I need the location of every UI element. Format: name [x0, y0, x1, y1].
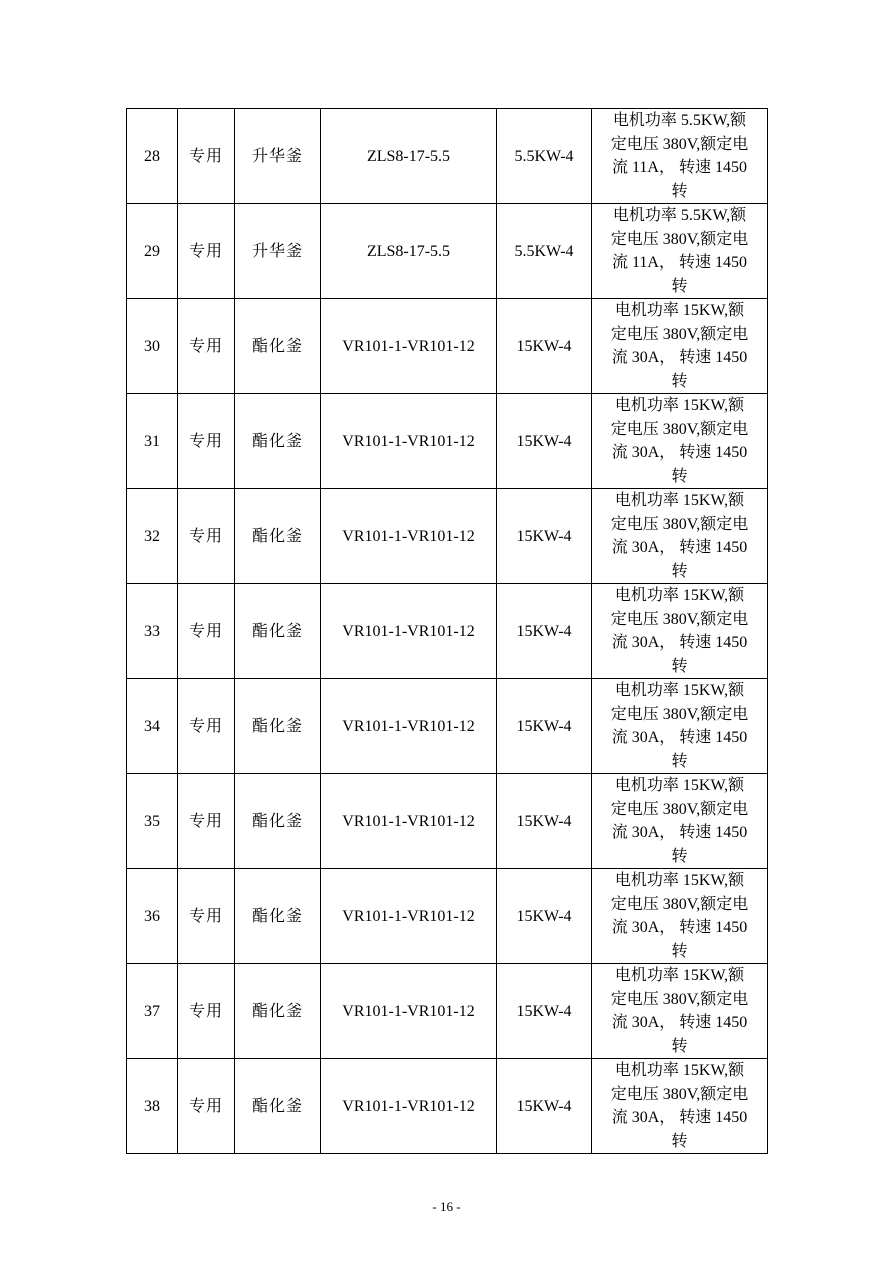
cell-model: VR101-1-VR101-12 — [321, 299, 497, 394]
param-line: 流 30A， 转速 1450 — [611, 824, 748, 841]
cell-category: 专用 — [178, 584, 235, 679]
param-line: 转 — [671, 752, 688, 770]
param-line: 电机功率 5.5KW,额 — [612, 207, 747, 224]
param-line: 定电压 380V,额定电 — [610, 325, 749, 343]
cell-params — [592, 584, 768, 679]
cell-model: VR101-1-VR101-12 — [321, 584, 497, 679]
param-line: 定电压 380V,额定电 — [610, 230, 749, 248]
param-line: 流 30A， 转速 1450 — [611, 349, 748, 366]
table-row — [127, 584, 768, 679]
table-row — [127, 1059, 768, 1154]
cell-category: 专用 — [178, 109, 235, 204]
cell-motor: 15KW-4 — [497, 679, 592, 774]
cell-params — [592, 109, 768, 204]
param-line: 流 30A， 转速 1450 — [611, 919, 748, 936]
cell-name: 酯化釜 — [235, 964, 321, 1059]
cell-category: 专用 — [178, 489, 235, 584]
cell-model: ZLS8-17-5.5 — [321, 204, 497, 299]
cell-no: 37 — [127, 964, 178, 1059]
param-line: 定电压 380V,额定电 — [610, 135, 749, 153]
cell-motor: 15KW-4 — [497, 869, 592, 964]
param-line: 定电压 380V,额定电 — [610, 1085, 749, 1103]
cell-params — [592, 679, 768, 774]
param-line: 转 — [671, 657, 688, 675]
cell-name: 升华釜 — [235, 109, 321, 204]
cell-category: 专用 — [178, 204, 235, 299]
cell-motor: 15KW-4 — [497, 584, 592, 679]
param-line: 流 11A， 转速 1450 — [612, 159, 747, 176]
cell-no: 34 — [127, 679, 178, 774]
cell-model: VR101-1-VR101-12 — [321, 869, 497, 964]
page-number: - 16 - — [432, 1199, 461, 1214]
cell-params — [592, 394, 768, 489]
param-line: 转 — [671, 847, 688, 865]
param-line: 电机功率 15KW,额 — [614, 587, 745, 604]
equipment-table — [126, 108, 768, 1154]
cell-name: 酯化釜 — [235, 299, 321, 394]
param-line: 电机功率 5.5KW,额 — [612, 112, 747, 129]
param-line: 转 — [671, 467, 688, 485]
param-line: 定电压 380V,额定电 — [610, 895, 749, 913]
cell-params — [592, 489, 768, 584]
table-row — [127, 964, 768, 1059]
param-line: 定电压 380V,额定电 — [610, 705, 749, 723]
param-line: 流 30A， 转速 1450 — [611, 539, 748, 556]
cell-category: 专用 — [178, 1059, 235, 1154]
param-line: 电机功率 15KW,额 — [614, 302, 745, 319]
param-line: 流 30A， 转速 1450 — [611, 634, 748, 651]
cell-no: 36 — [127, 869, 178, 964]
param-line: 电机功率 15KW,额 — [614, 967, 745, 984]
cell-name: 酯化釜 — [235, 1059, 321, 1154]
param-line: 转 — [671, 1037, 688, 1055]
param-line: 定电压 380V,额定电 — [610, 990, 749, 1008]
cell-model: VR101-1-VR101-12 — [321, 489, 497, 584]
param-line: 转 — [671, 562, 688, 580]
param-line: 转 — [671, 182, 688, 200]
param-line: 电机功率 15KW,额 — [614, 872, 745, 889]
cell-name: 酯化釜 — [235, 584, 321, 679]
param-line: 定电压 380V,额定电 — [610, 515, 749, 533]
cell-name: 酯化釜 — [235, 679, 321, 774]
cell-no: 30 — [127, 299, 178, 394]
param-line: 定电压 380V,额定电 — [610, 420, 749, 438]
cell-name: 酯化釜 — [235, 489, 321, 584]
cell-no: 28 — [127, 109, 178, 204]
table-row — [127, 869, 768, 964]
table-row — [127, 299, 768, 394]
cell-category: 专用 — [178, 964, 235, 1059]
table-row — [127, 489, 768, 584]
cell-name: 升华釜 — [235, 204, 321, 299]
param-line: 电机功率 15KW,额 — [614, 777, 745, 794]
cell-model: VR101-1-VR101-12 — [321, 1059, 497, 1154]
cell-category: 专用 — [178, 299, 235, 394]
table-row — [127, 204, 768, 299]
cell-model: VR101-1-VR101-12 — [321, 679, 497, 774]
cell-motor: 15KW-4 — [497, 774, 592, 869]
cell-no: 35 — [127, 774, 178, 869]
cell-name: 酯化釜 — [235, 774, 321, 869]
cell-motor: 15KW-4 — [497, 299, 592, 394]
cell-params — [592, 869, 768, 964]
table-body — [127, 109, 768, 1154]
param-line: 电机功率 15KW,额 — [614, 397, 745, 414]
param-line: 转 — [671, 277, 688, 295]
cell-params — [592, 1059, 768, 1154]
cell-model: VR101-1-VR101-12 — [321, 964, 497, 1059]
cell-motor: 15KW-4 — [497, 964, 592, 1059]
cell-category: 专用 — [178, 869, 235, 964]
param-line: 定电压 380V,额定电 — [610, 610, 749, 628]
cell-motor: 15KW-4 — [497, 489, 592, 584]
cell-params — [592, 299, 768, 394]
param-line: 流 30A， 转速 1450 — [611, 444, 748, 461]
cell-no: 33 — [127, 584, 178, 679]
cell-motor: 5.5KW-4 — [497, 109, 592, 204]
cell-params — [592, 204, 768, 299]
cell-params — [592, 774, 768, 869]
param-line: 定电压 380V,额定电 — [610, 800, 749, 818]
param-line: 电机功率 15KW,额 — [614, 682, 745, 699]
param-line: 流 11A， 转速 1450 — [612, 254, 747, 271]
cell-motor: 15KW-4 — [497, 1059, 592, 1154]
param-line: 转 — [671, 942, 688, 960]
table-row — [127, 109, 768, 204]
param-line: 电机功率 15KW,额 — [614, 1062, 745, 1079]
param-line: 流 30A， 转速 1450 — [611, 1109, 748, 1126]
param-line: 流 30A， 转速 1450 — [611, 1014, 748, 1031]
cell-model: VR101-1-VR101-12 — [321, 394, 497, 489]
cell-model: VR101-1-VR101-12 — [321, 774, 497, 869]
table-row — [127, 394, 768, 489]
cell-motor: 15KW-4 — [497, 394, 592, 489]
param-line: 电机功率 15KW,额 — [614, 492, 745, 509]
cell-no: 29 — [127, 204, 178, 299]
cell-params — [592, 964, 768, 1059]
param-line: 转 — [671, 1132, 688, 1150]
cell-name: 酯化釜 — [235, 394, 321, 489]
cell-category: 专用 — [178, 774, 235, 869]
cell-category: 专用 — [178, 394, 235, 489]
cell-no: 32 — [127, 489, 178, 584]
cell-name: 酯化釜 — [235, 869, 321, 964]
cell-category: 专用 — [178, 679, 235, 774]
cell-model: ZLS8-17-5.5 — [321, 109, 497, 204]
cell-motor: 5.5KW-4 — [497, 204, 592, 299]
param-line: 流 30A， 转速 1450 — [611, 729, 748, 746]
cell-no: 38 — [127, 1059, 178, 1154]
table-row — [127, 774, 768, 869]
table-row — [127, 679, 768, 774]
param-line: 转 — [671, 372, 688, 390]
cell-no: 31 — [127, 394, 178, 489]
